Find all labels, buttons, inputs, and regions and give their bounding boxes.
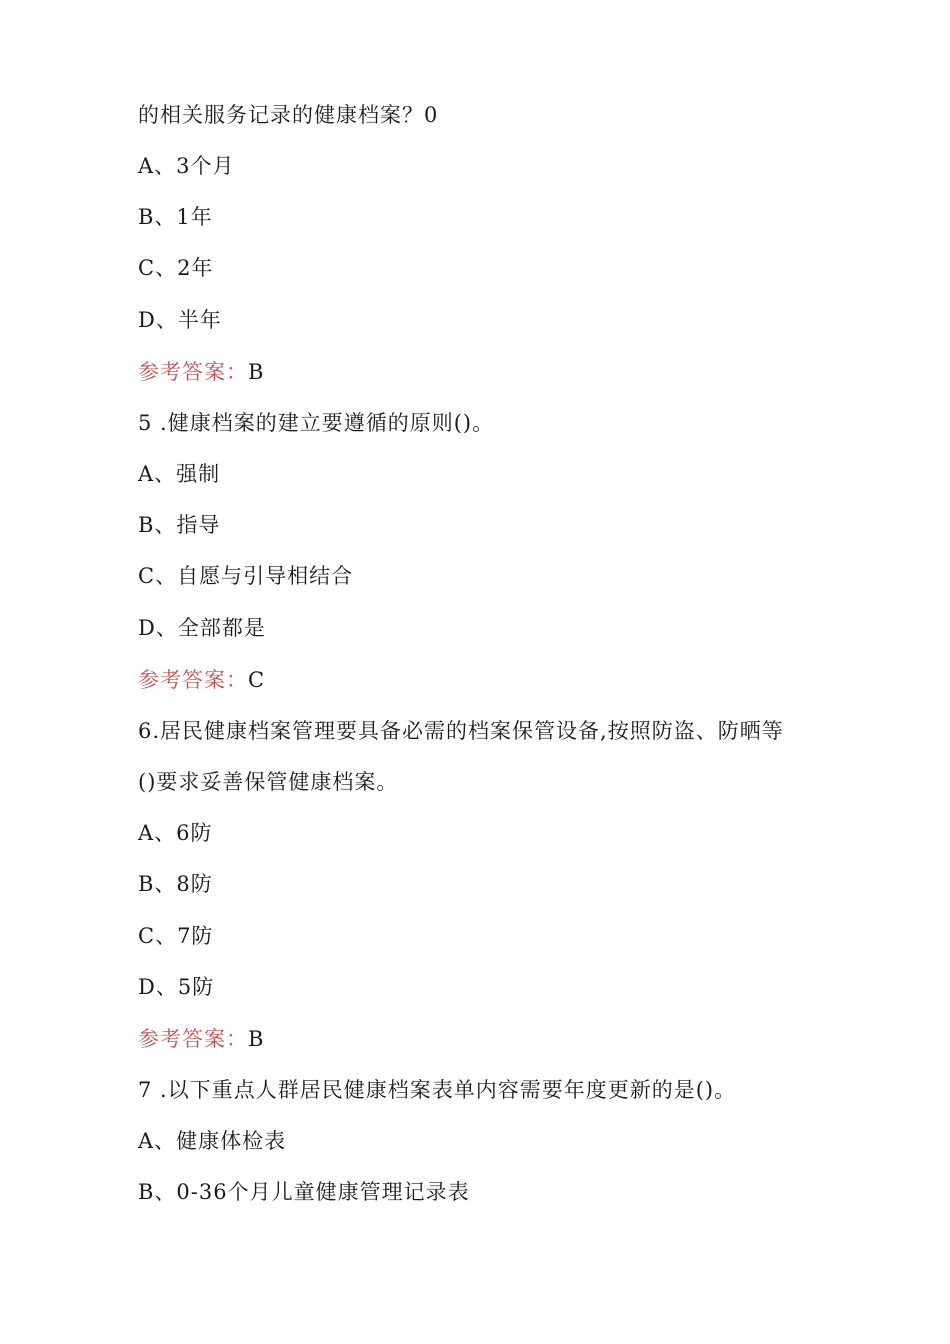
answer-label: 参考答案： (138, 668, 248, 692)
question-text-continued: ()要求妥善保管健康档案。 (138, 770, 399, 794)
option-b: B、0-36个月儿童健康管理记录表 (138, 1180, 470, 1204)
option-b: B、8防 (138, 872, 213, 896)
option-c: C、7防 (138, 924, 214, 948)
option-c: C、2年 (138, 256, 214, 280)
option-a: A、健康体检表 (138, 1129, 287, 1153)
option-c: C、自愿与引导相结合 (138, 564, 354, 588)
option-a: A、6防 (138, 821, 213, 845)
answer-label: 参考答案： (138, 1027, 248, 1051)
answer-value: B (248, 1027, 265, 1051)
question-text: 7 .以下重点人群居民健康档案表单内容需要年度更新的是()。 (138, 1078, 737, 1102)
option-a: A、3个月 (138, 154, 235, 178)
option-b: B、1年 (138, 205, 213, 229)
reference-answer (138, 1024, 264, 1054)
reference-answer (138, 665, 265, 695)
answer-value: C (248, 668, 266, 692)
question-text: 5 .健康档案的建立要遵循的原则()。 (138, 411, 495, 435)
question-text: 的相关服务记录的健康档案？0 (138, 103, 439, 127)
option-d: D、5防 (138, 975, 215, 999)
answer-label: 参考答案： (138, 360, 248, 384)
option-d: D、半年 (138, 308, 222, 332)
question-text: 6.居民健康档案管理要具备必需的档案保管设备,按照防盗、防晒等 (138, 719, 784, 743)
reference-answer (138, 357, 264, 387)
answer-value: B (248, 360, 265, 384)
option-d: D、全部都是 (138, 616, 266, 640)
option-a: A、强制 (138, 462, 221, 486)
option-b: B、指导 (138, 513, 221, 537)
